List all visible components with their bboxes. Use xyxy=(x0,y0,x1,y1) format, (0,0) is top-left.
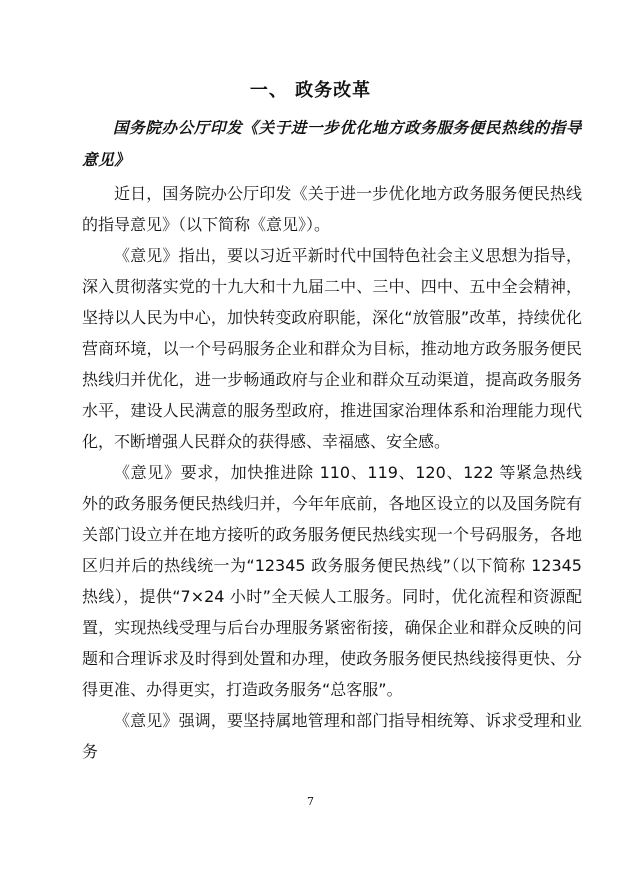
article-title xyxy=(82,112,582,176)
page-number: 7 xyxy=(307,795,314,808)
paragraph-intro: 近日，国务院办公厅印发《关于进一步优化地方政务服务便民热线的指导意见》（以下简称《意见》）。 xyxy=(82,184,582,234)
paragraph-requirements: 《意见》要求，加快推进除 110、119、120、122 等紧急热线外的政务服务便民热线归并，今年年底前，各地区设立的以及国务院有关部门设立并在地方接听的政务服务便民热线实现一个号码服务，各地区归并后的热线统一为“12345 政务服务便民热线”（以下简称 12345 热线），提供“7×24 小时”全天候人工服务。同时，优化流程和资源配置，实现热线受理与后台办理服务紧密衔接，确保企业和群众反映的问题和合理诉求及时得到处置和办理，使政务服务便民热线接得更快、分得更准、办得更实，打造政务服务“总客服”。 xyxy=(82,463,582,699)
paragraph-emphasis: 《意见》强调，要坚持属地管理和部门指导相统筹、诉求受理和业务 xyxy=(82,711,582,761)
article-title-text: 国务院办公厅印发《关于进一步优化地方政务服务便民热线的指导意见》 xyxy=(82,118,582,169)
section-title: 一、 政务改革 xyxy=(249,80,372,101)
article-body xyxy=(82,178,582,767)
paragraph-guidance: 《意见》指出，要以习近平新时代中国特色社会主义思想为指导，深入贯彻落实党的十九大和十九届二中、三中、四中、五中全会精神，坚持以人民为中心，加快转变政府职能，深化“放管服”改革，持续优化营商环境，以一个号码服务企业和群众为目标，推动地方政务服务便民热线归并优化，进一步畅通政府与企业和群众互动渠道，提高政务服务水平，建设人民满意的服务型政府，推进国家治理体系和治理能力现代化，不断增强人民群众的获得感、幸福感、安全感。 xyxy=(82,246,582,451)
